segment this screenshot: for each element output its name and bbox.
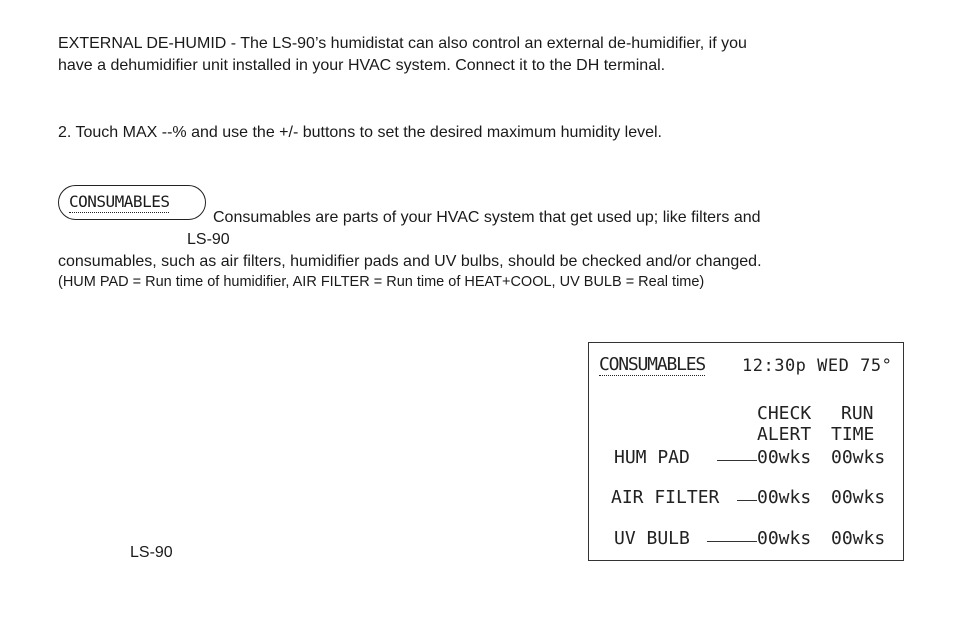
lcd-row-leader: [737, 500, 757, 501]
lcd-temp: 75°: [860, 356, 893, 376]
lcd-title: CONSUMABLES: [599, 354, 706, 375]
lcd-col-time: TIME: [831, 424, 875, 445]
lcd-row-check-uv-bulb: 00wks: [757, 528, 812, 549]
lcd-time: 12:30p: [742, 356, 807, 376]
lcd-col-alert: ALERT: [757, 424, 812, 445]
paragraph-external-dehumid-line1: EXTERNAL DE-HUMID - The LS-90’s humidistat can also control an external de-humidifier, if you: [58, 35, 747, 52]
lcd-consumables-screen: [588, 342, 904, 561]
lcd-row-check-hum-pad: 00wks: [757, 447, 812, 468]
lcd-day: WED: [817, 356, 850, 376]
lcd-clock: [742, 356, 892, 376]
lcd-row-label-air-filter: AIR FILTER: [611, 487, 720, 508]
lcd-row-leader: [717, 460, 757, 461]
lcd-row-run-air-filter: 00wks: [831, 487, 886, 508]
lcd-row-label-uv-bulb: UV BULB: [614, 528, 690, 549]
lcd-row-check-air-filter: 00wks: [757, 487, 812, 508]
lcd-row-label-hum-pad: HUM PAD: [614, 447, 690, 468]
paragraph-external-dehumid-line2: have a dehumidifier unit installed in your HVAC system. Connect it to the DH terminal.: [58, 57, 666, 74]
consumables-intro-line2: consumables, such as air filters, humidifier pads and UV bulbs, should be checked and/or changed.: [58, 253, 762, 270]
step-2-text: 2. Touch MAX --% and use the +/- buttons to set the desired maximum humidity level.: [58, 124, 662, 141]
consumables-note: (HUM PAD = Run time of humidifier, AIR FILTER = Run time of HEAT+COOL, UV BULB = Real time): [58, 274, 705, 290]
lcd-row-leader: [707, 541, 757, 542]
lcd-col-run: RUN: [841, 403, 874, 424]
ls90-label-upper: LS-90: [187, 231, 230, 248]
ls90-label-lower: LS-90: [130, 544, 173, 561]
lcd-row-run-uv-bulb: 00wks: [831, 528, 886, 549]
consumables-badge-label: CONSUMABLES: [69, 192, 170, 211]
consumables-button-illustration: [58, 185, 206, 220]
lcd-col-check: CHECK: [757, 403, 812, 424]
consumables-intro-line1: Consumables are parts of your HVAC system that get used up; like filters and: [213, 209, 761, 226]
lcd-row-run-hum-pad: 00wks: [831, 447, 886, 468]
